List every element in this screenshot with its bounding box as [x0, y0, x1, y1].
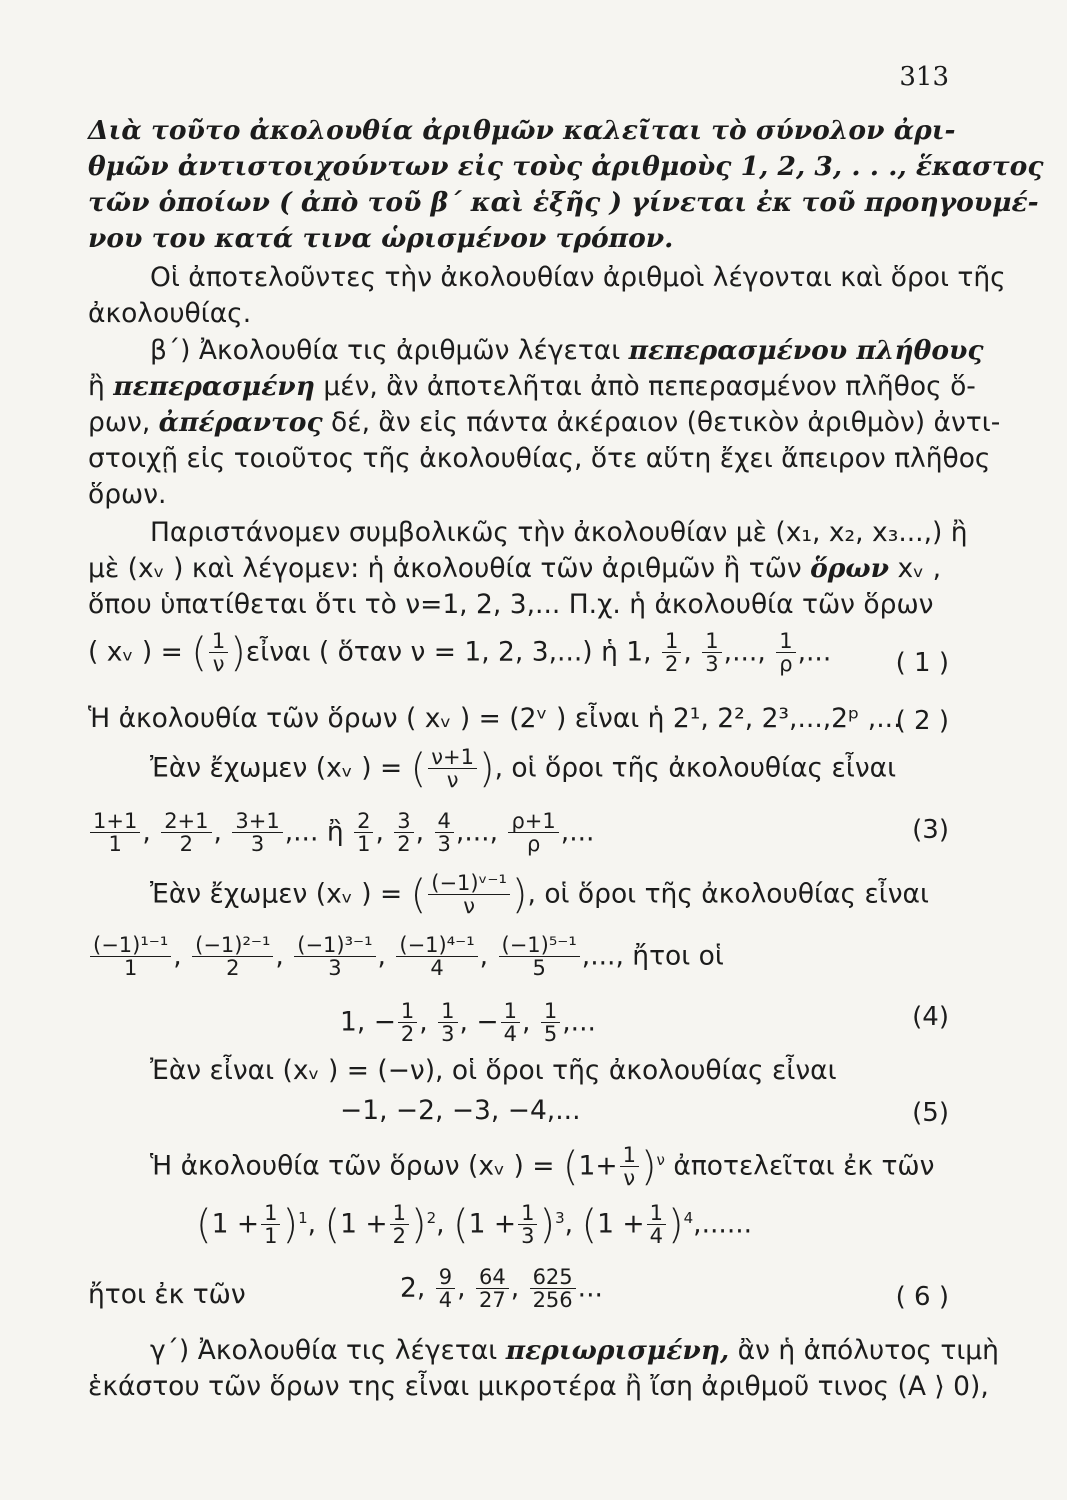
- para3-line5: ὅρων.: [88, 479, 167, 510]
- eq3-term-last: $\frac{\rho+1}{\rho}$: [508, 810, 558, 856]
- para4-line2: [88, 553, 942, 584]
- eq3-term: $\frac{3+1}{3}$: [232, 810, 282, 856]
- para4-line1: Παριστάνομεν συμβολικῶς τὴν ἀκολουθίαν μὲ (x₁, x₂, x₃...,) ἢ: [150, 517, 968, 548]
- paren-open: (: [324, 1202, 341, 1249]
- paren-close: ): [539, 1202, 556, 1249]
- paren-close: ): [478, 746, 495, 793]
- eq3-number: (3): [912, 815, 949, 845]
- para2-line1: Οἱ ἀποτελοῦντες τὴν ἀκολουθίαν ἀριθμοὶ λέγονται καὶ ὅροι τῆς: [150, 262, 1006, 293]
- eq3-fraction: $\frac{\nu+1}{\nu}$: [428, 746, 477, 792]
- paren-close: ): [230, 630, 246, 677]
- eq4-val: $\frac{1}{5}$: [541, 1000, 560, 1046]
- ellipsis-end: ,...: [562, 1006, 596, 1038]
- ellipsis-end: ,...: [797, 636, 832, 668]
- eq4-term: $\frac{\text{(−1)¹⁻¹}}{1}$: [90, 934, 171, 980]
- para2-line2: ἀκολουθίας.: [88, 298, 252, 329]
- eq2-number: ( 2 ): [895, 706, 949, 736]
- equation-6-powers: (1 + $\frac{1}{1}$ )$^1$, (1 + $\frac{1}{2}$ )$^2$, (1 + $\frac{1}{3}$ )$^3$, (1 + $\frac{1}{4}$ )$^4$,......: [196, 1201, 753, 1249]
- sep: ,: [683, 636, 692, 668]
- para3-line4: στοιχῇ εἰς τοιοῦτος τῆς ἀκολουθίας, ὅτε αὕτη ἔχει ἄπειρον πλῆθος: [88, 443, 991, 474]
- eq6-val: $\frac{64}{27}$: [476, 1266, 509, 1312]
- eq4-term: $\frac{\text{(−1)⁴⁻¹}}{4}$: [396, 934, 477, 980]
- eq3-term2: $\frac{3}{2}$: [394, 810, 413, 856]
- one-plus: 1 +: [597, 1208, 645, 1240]
- para4-line3: ὅπου ὑπατίθεται ὅτι τὸ ν=1, 2, 3,... Π.χ. ἡ ἀκολουθία τῶν ὅρων: [88, 589, 934, 620]
- ellipsis: ,...,: [723, 636, 766, 668]
- page-number: 313: [899, 62, 949, 92]
- eq6-power-frac: $\frac{1}{3}$: [518, 1202, 537, 1248]
- one-plus: 1 +: [468, 1208, 517, 1240]
- paren-open: (: [453, 1202, 469, 1249]
- exponent: 4: [683, 1208, 694, 1227]
- eq4-lhs: Ἐὰν ἔχωμεν (xᵥ ) =: [150, 878, 411, 910]
- eq3-text: , οἱ ὅροι τῆς ἀκολουθίας εἶναι: [494, 752, 897, 784]
- eq4-val: $\frac{1}{2}$: [398, 1000, 417, 1046]
- para5-text: γ΄) Ἀκολουθία τις λέγεται: [150, 1335, 506, 1366]
- ellipsis-end: ...: [577, 1272, 603, 1304]
- equation-6-values: 2, $\frac{9}{4}$ , $\frac{64}{27}$ , $\frac{625}{256}$ ...: [400, 1265, 603, 1313]
- exponent: 1: [298, 1208, 308, 1227]
- para4-text: xᵥ ,: [889, 553, 942, 584]
- eq3-lhs: Ἐὰν ἔχωμεν (xᵥ ) =: [150, 752, 411, 784]
- eq6-exponent: ν: [656, 1150, 665, 1169]
- eq1-frac-p: $\frac{1}{\rho}$: [776, 630, 795, 676]
- para1-line2: θμῶν ἀντιστοιχούντων εἰς τοὺς ἀριθμοὺς 1, 2, 3, . . ., ἕκαστος: [88, 151, 1044, 182]
- eq3-term2: $\frac{4}{3}$: [435, 810, 454, 856]
- paren-close: ): [410, 1202, 427, 1249]
- para4-text: μὲ (xᵥ ) καὶ λέγομεν: ἡ ἀκολουθία τῶν ἀριθμῶν ἢ τῶν: [88, 553, 811, 584]
- eq3-or: ,... ἢ: [284, 816, 344, 848]
- eq1-mid: εἶναι ( ὅταν ν = 1, 2, 3,...) ἡ 1,: [245, 636, 652, 668]
- equation-4-terms: $\frac{\text{(−1)¹⁻¹}}{1}$ , $\frac{\text{(−1)²⁻¹}}{2}$ , $\frac{\text{(−1)³⁻¹}}{3}$ , $\frac{\text{(−1)⁴⁻¹}}{4}$ , $\frac{\text{(−1)⁵⁻¹}}{5}$ ,..., ἤτοι οἱ: [88, 934, 724, 980]
- para3-text: μέν, ἂν ἀποτελῆται ἀπὸ πεπερασμένον πλῆθος ὅ-: [314, 371, 976, 402]
- eq1-number: ( 1 ): [895, 648, 949, 678]
- eq1-frac-2: $\frac{1}{2}$: [662, 630, 681, 676]
- equation-6-etoi: ἤτοι ἐκ τῶν: [88, 1279, 246, 1310]
- eq4-term: $\frac{\text{(−1)²⁻¹}}{2}$: [192, 934, 273, 980]
- paren-close: ): [640, 1144, 657, 1191]
- sep: , −: [459, 1006, 499, 1038]
- paren-open: (: [581, 1202, 598, 1249]
- equation-5-values: −1, −2, −3, −4,...: [340, 1095, 581, 1126]
- para5-line2: ἑκάστου τῶν ὅρων της εἶναι μικροτέρα ἢ ἴση ἀριθμοῦ τινος (A ⟩ 0),: [88, 1371, 989, 1402]
- paren-open: (: [410, 746, 427, 793]
- eq3-term: $\frac{1+1}{1}$: [90, 810, 140, 856]
- eq6-number: ( 6 ): [895, 1282, 949, 1312]
- one-plus: 1 +: [211, 1208, 260, 1240]
- eq6-power-frac: $\frac{1}{1}$: [261, 1202, 280, 1248]
- paren-close: ): [511, 872, 528, 919]
- eq4-val: $\frac{1}{3}$: [438, 1000, 457, 1046]
- para5-line1: [150, 1335, 999, 1366]
- equation-3-terms: $\frac{1+1}{1}$ , $\frac{2+1}{2}$ , $\frac{3+1}{3}$ ,... ἢ $\frac{2}{1}$ , $\frac{3}{2}$ , $\frac{4}{3}$ ,..., $\frac{\rho+1}{\rho}$ ,...: [88, 810, 594, 856]
- term-bounded: περιωρισμένη,: [505, 1335, 730, 1366]
- eq6-power-frac: $\frac{1}{2}$: [390, 1202, 409, 1248]
- para5-text: ἂν ἡ ἀπόλυτος τιμὴ: [729, 1335, 999, 1366]
- para3-text: β΄) Ἀκολουθία τις ἀριθμῶν λέγεται: [150, 335, 629, 366]
- eq3-term2: $\frac{2}{1}$: [354, 810, 373, 856]
- eq4-first: 1, −: [340, 1006, 396, 1038]
- ellipsis: ,...,: [455, 816, 499, 848]
- ellipsis-end: ,...: [560, 816, 595, 848]
- one-plus: 1 +: [340, 1208, 388, 1240]
- equation-2: Ἡ ἀκολουθία τῶν ὅρων ( xᵥ ) = (2ᵛ ) εἶναι ἡ 2¹, 2², 2³,...,2ᵖ ,...: [88, 703, 902, 734]
- eq4-term: $\frac{\text{(−1)³⁻¹}}{3}$: [294, 934, 375, 980]
- eq5-number: (5): [912, 1098, 949, 1128]
- para3-text: δέ, ἂν εἰς πάντα ἀκέραιον (θετικὸν ἀριθμὸν) ἀντι-: [322, 407, 1001, 438]
- eq4-fraction: $\frac{\text{(−1)ᵛ⁻¹}}{\nu}$: [428, 872, 510, 918]
- eq1-fraction: $\frac{1}{\nu}$: [209, 630, 228, 676]
- para3-line3: [88, 407, 1001, 438]
- paren-close: ): [667, 1202, 684, 1249]
- para1-line3: τῶν ὁποίων ( ἀπὸ τοῦ β΄ καὶ ἑξῆς ) γίνεται ἐκ τοῦ προηγουμέ-: [88, 187, 1039, 218]
- term-infinite: ἀπέραντος: [158, 407, 323, 438]
- equation-4-values: [340, 1000, 596, 1046]
- equation-5-intro: Ἐὰν εἶναι (xᵥ ) = (−ν), οἱ ὅροι τῆς ἀκολουθίας εἶναι: [150, 1055, 837, 1086]
- eq3-term: $\frac{2+1}{2}$: [161, 810, 211, 856]
- eq6-two: 2,: [400, 1272, 426, 1304]
- paren-open: (: [410, 872, 427, 919]
- eq1-frac-3: $\frac{1}{3}$: [702, 630, 721, 676]
- ellipsis: ,......: [693, 1208, 753, 1240]
- exponent: 3: [555, 1208, 565, 1227]
- eq6-val: $\frac{9}{4}$: [436, 1266, 455, 1312]
- eq4-tail: ,..., ἤτοι οἱ: [581, 940, 724, 972]
- para1-line4: νου του κατά τινα ὡρισμένον τρόπον.: [88, 223, 674, 254]
- eq6-power-frac: $\frac{1}{4}$: [647, 1202, 666, 1248]
- eq4-number: (4): [912, 1002, 949, 1032]
- eq4-term: $\frac{\text{(−1)⁵⁻¹}}{5}$: [499, 934, 580, 980]
- para3-text: ἢ: [88, 371, 114, 402]
- eq4-text: , οἱ ὅροι τῆς ἀκολουθίας εἶναι: [527, 878, 929, 910]
- sep: ,: [521, 1006, 531, 1038]
- paren-open: (: [562, 1144, 579, 1191]
- eq4-val: $\frac{1}{4}$: [501, 1000, 520, 1046]
- exponent: 2: [426, 1208, 437, 1227]
- term-terms: ὅρων: [810, 553, 890, 584]
- paren-open: (: [196, 1202, 212, 1249]
- eq6-text: ἀποτελεῖται ἐκ τῶν: [673, 1150, 935, 1182]
- sep: ,: [419, 1006, 428, 1038]
- para3-text: ρων,: [88, 407, 159, 438]
- term-finite-2: πεπερασμένη: [113, 371, 315, 402]
- paren-open: (: [191, 630, 207, 677]
- eq1-lhs: ( xᵥ ) =: [88, 636, 192, 668]
- equation-1: [88, 630, 831, 676]
- para3-line2: [88, 371, 976, 402]
- eq6-fraction: $\frac{1}{\nu}$: [620, 1144, 639, 1190]
- paren-close: ): [282, 1202, 299, 1249]
- eq6-one-plus: 1+: [578, 1150, 618, 1182]
- eq6-lhs: Ἡ ἀκολουθία τῶν ὅρων (xᵥ ) =: [150, 1150, 563, 1182]
- equation-6-intro: [150, 1144, 934, 1190]
- equation-4-intro: [150, 872, 929, 918]
- equation-3-intro: [150, 746, 896, 792]
- para1-line1: Διὰ τοῦτο ἀκολουθία ἀριθμῶν καλεῖται τὸ σύνολον ἀρι-: [88, 115, 956, 146]
- eq6-val: $\frac{625}{256}$: [530, 1266, 576, 1312]
- para3-line1: [150, 335, 984, 366]
- term-finite: πεπερασμένου πλήθους: [628, 335, 984, 366]
